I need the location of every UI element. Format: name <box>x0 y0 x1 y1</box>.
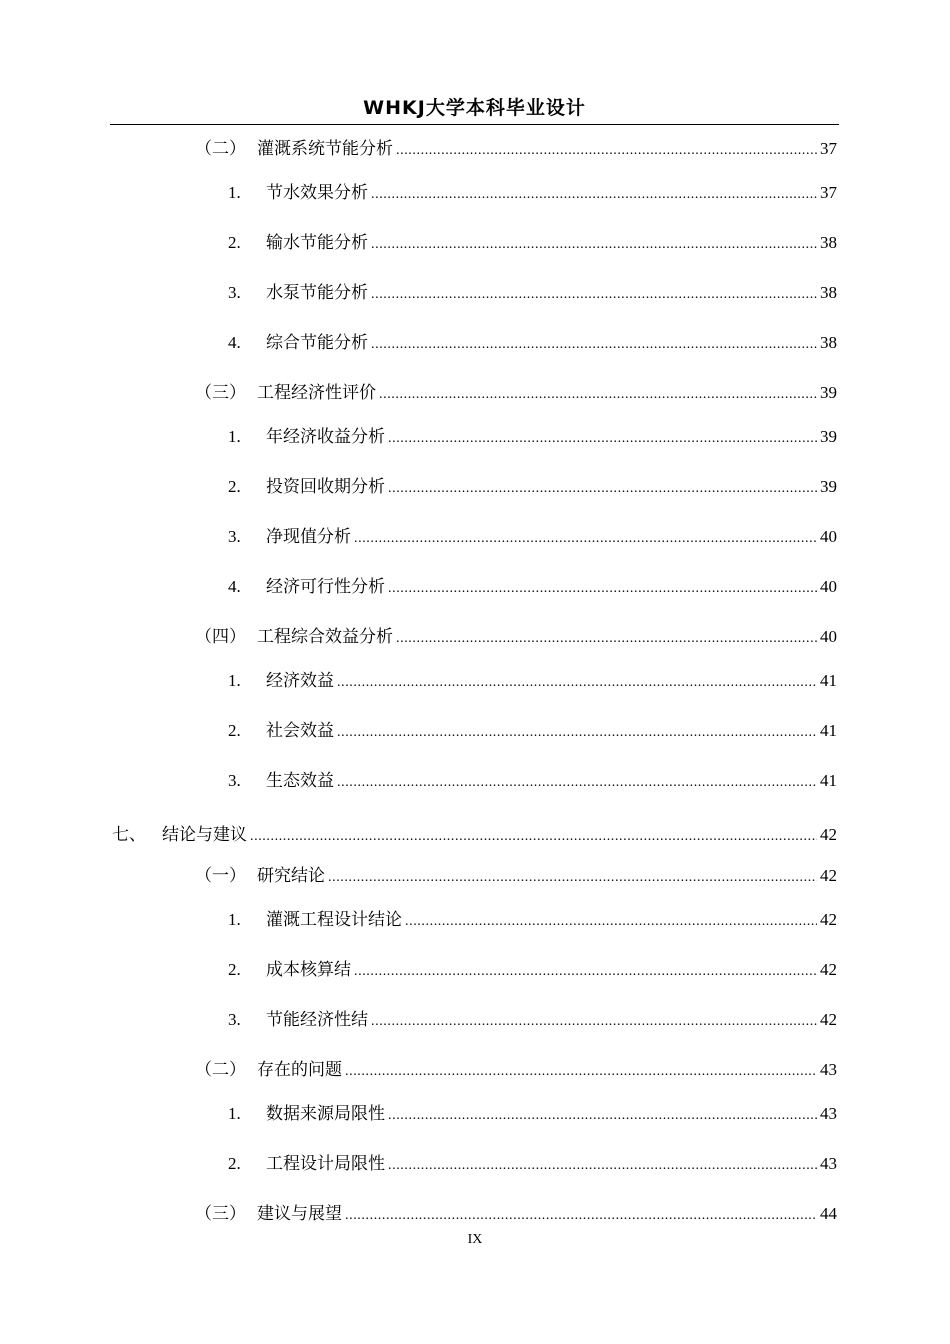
toc-entry-page: 38 <box>820 283 837 302</box>
toc-entry[interactable] <box>228 331 837 355</box>
toc-entry[interactable] <box>228 575 837 599</box>
page-number: IX <box>467 1232 483 1247</box>
toc-entry-title: 建议与展望 <box>257 1204 342 1224</box>
toc-entry[interactable] <box>228 425 837 449</box>
toc-entry-page: 43 <box>820 1104 837 1123</box>
toc-dot-leader <box>388 477 817 501</box>
toc-entry-page: 42 <box>820 1010 837 1029</box>
toc-entry-number: 4. <box>228 577 241 596</box>
toc-dot-leader <box>328 866 817 890</box>
toc-entry-number: （三） <box>195 383 246 403</box>
toc-entry-page: 43 <box>820 1060 837 1079</box>
toc-entry[interactable] <box>228 1008 837 1032</box>
toc-entry-page: 40 <box>820 527 837 546</box>
toc-entry-page: 39 <box>820 383 837 402</box>
toc-entry-page: 38 <box>820 333 837 352</box>
toc-entry-number: 4. <box>228 333 241 352</box>
toc-entry-page: 38 <box>820 233 837 252</box>
toc-entry-title: 生态效益 <box>266 771 334 791</box>
toc-entry[interactable] <box>228 181 837 205</box>
toc-entry-title: 节能经济性结 <box>266 1010 368 1030</box>
toc-dot-leader <box>345 1204 817 1228</box>
toc-entry-number: （一） <box>195 866 246 886</box>
toc-entry-number: （四） <box>195 627 246 647</box>
toc-entry-page: 37 <box>820 183 837 202</box>
toc-entry-number: 1. <box>228 1104 241 1123</box>
toc-entry-title: 研究结论 <box>257 866 325 886</box>
toc-entry-title: 经济效益 <box>266 671 334 691</box>
toc-entry-page: 42 <box>820 866 837 885</box>
toc-entry[interactable] <box>228 475 837 499</box>
toc-entry[interactable] <box>195 381 837 405</box>
toc-entry-page: 41 <box>820 771 837 790</box>
toc-dot-leader <box>337 671 817 695</box>
toc-entry[interactable] <box>228 669 837 693</box>
toc-dot-leader <box>371 1010 817 1034</box>
toc-entry-title: 灌溉系统节能分析 <box>257 139 393 159</box>
toc-entry-title: 输水节能分析 <box>266 233 368 253</box>
toc-dot-leader <box>371 333 817 357</box>
toc-entry-title: 社会效益 <box>266 721 334 741</box>
toc-dot-leader <box>379 383 817 407</box>
toc-entry-number: （三） <box>195 1204 246 1224</box>
toc-dot-leader <box>388 1154 817 1178</box>
toc-entry-title: 数据来源局限性 <box>266 1104 385 1124</box>
toc-entry-page: 39 <box>820 427 837 446</box>
toc-entry-title: 工程综合效益分析 <box>257 627 393 647</box>
toc-dot-leader <box>396 139 817 163</box>
toc-entry-number: （二） <box>195 139 246 159</box>
toc-entry-title: 综合节能分析 <box>266 333 368 353</box>
toc-dot-leader <box>250 825 817 849</box>
toc-entry-page: 42 <box>820 825 837 844</box>
toc-entry-page: 37 <box>820 139 837 158</box>
toc-entry[interactable] <box>228 769 837 793</box>
toc-entry-number: 1. <box>228 427 241 446</box>
toc-entry-number: 七、 <box>112 825 146 844</box>
toc-dot-leader <box>388 1104 817 1128</box>
toc-entry-title: 工程设计局限性 <box>266 1154 385 1174</box>
toc-entry-page: 42 <box>820 960 837 979</box>
toc-entry[interactable] <box>195 1202 837 1226</box>
toc-dot-leader <box>388 427 817 451</box>
toc-entry-number: 1. <box>228 183 241 202</box>
toc-entry-number: 2. <box>228 477 241 496</box>
toc-chapter-entry[interactable] <box>112 823 837 847</box>
toc-entry[interactable] <box>228 525 837 549</box>
toc-entry-number: 2. <box>228 960 241 979</box>
toc-entry-page: 41 <box>820 671 837 690</box>
toc-entry-title: 存在的问题 <box>257 1060 342 1080</box>
toc-entry-number: 2. <box>228 721 241 740</box>
toc-dot-leader <box>371 233 817 257</box>
header-divider <box>110 124 839 125</box>
toc-entry-title: 水泵节能分析 <box>266 283 368 303</box>
toc-dot-leader <box>396 627 817 651</box>
toc-entry-page: 41 <box>820 721 837 740</box>
toc-entry[interactable] <box>195 625 837 649</box>
toc-entry[interactable] <box>228 719 837 743</box>
toc-dot-leader <box>337 721 817 745</box>
toc-entry-page: 44 <box>820 1204 837 1223</box>
toc-entry-title: 成本核算结 <box>266 960 351 980</box>
toc-dot-leader <box>354 527 817 551</box>
toc-entry-number: 3. <box>228 771 241 790</box>
toc-dot-leader <box>388 577 817 601</box>
toc-entry-title: 年经济收益分析 <box>266 427 385 447</box>
toc-entry-number: （二） <box>195 1060 246 1080</box>
toc-entry-title: 经济可行性分析 <box>266 577 385 597</box>
toc-entry-title: 结论与建议 <box>162 825 247 845</box>
toc-dot-leader <box>337 771 817 795</box>
toc-entry-title: 投资回收期分析 <box>266 477 385 497</box>
toc-entry-title: 工程经济性评价 <box>257 383 376 403</box>
toc-entry[interactable] <box>195 1058 837 1082</box>
toc-entry-page: 43 <box>820 1154 837 1173</box>
toc-entry[interactable] <box>228 1152 837 1176</box>
toc-entry-page: 40 <box>820 627 837 646</box>
toc-entry-number: 2. <box>228 233 241 252</box>
toc-entry[interactable] <box>228 958 837 982</box>
toc-entry-number: 3. <box>228 283 241 302</box>
toc-dot-leader <box>371 183 817 207</box>
toc-entry[interactable] <box>195 137 837 161</box>
toc-entry[interactable] <box>228 231 837 255</box>
toc-entry-page: 40 <box>820 577 837 596</box>
toc-entry-number: 3. <box>228 527 241 546</box>
toc-entry[interactable] <box>195 864 837 888</box>
page-header-title: WHKJ大学本科毕业设计 <box>363 97 586 119</box>
toc-entry-page: 39 <box>820 477 837 496</box>
toc-entry-page: 42 <box>820 910 837 929</box>
toc-entry-number: 3. <box>228 1010 241 1029</box>
toc-dot-leader <box>354 960 817 984</box>
toc-entry-title: 净现值分析 <box>266 527 351 547</box>
toc-entry-title: 灌溉工程设计结论 <box>266 910 402 930</box>
toc-dot-leader <box>405 910 817 934</box>
toc-dot-leader <box>371 283 817 307</box>
toc-entry-title: 节水效果分析 <box>266 183 368 203</box>
toc-entry-number: 1. <box>228 910 241 929</box>
toc-entry-number: 1. <box>228 671 241 690</box>
toc-entry[interactable] <box>228 908 837 932</box>
toc-entry-number: 2. <box>228 1154 241 1173</box>
toc-dot-leader <box>345 1060 817 1084</box>
toc-entry[interactable] <box>228 281 837 305</box>
toc-entry[interactable] <box>228 1102 837 1126</box>
